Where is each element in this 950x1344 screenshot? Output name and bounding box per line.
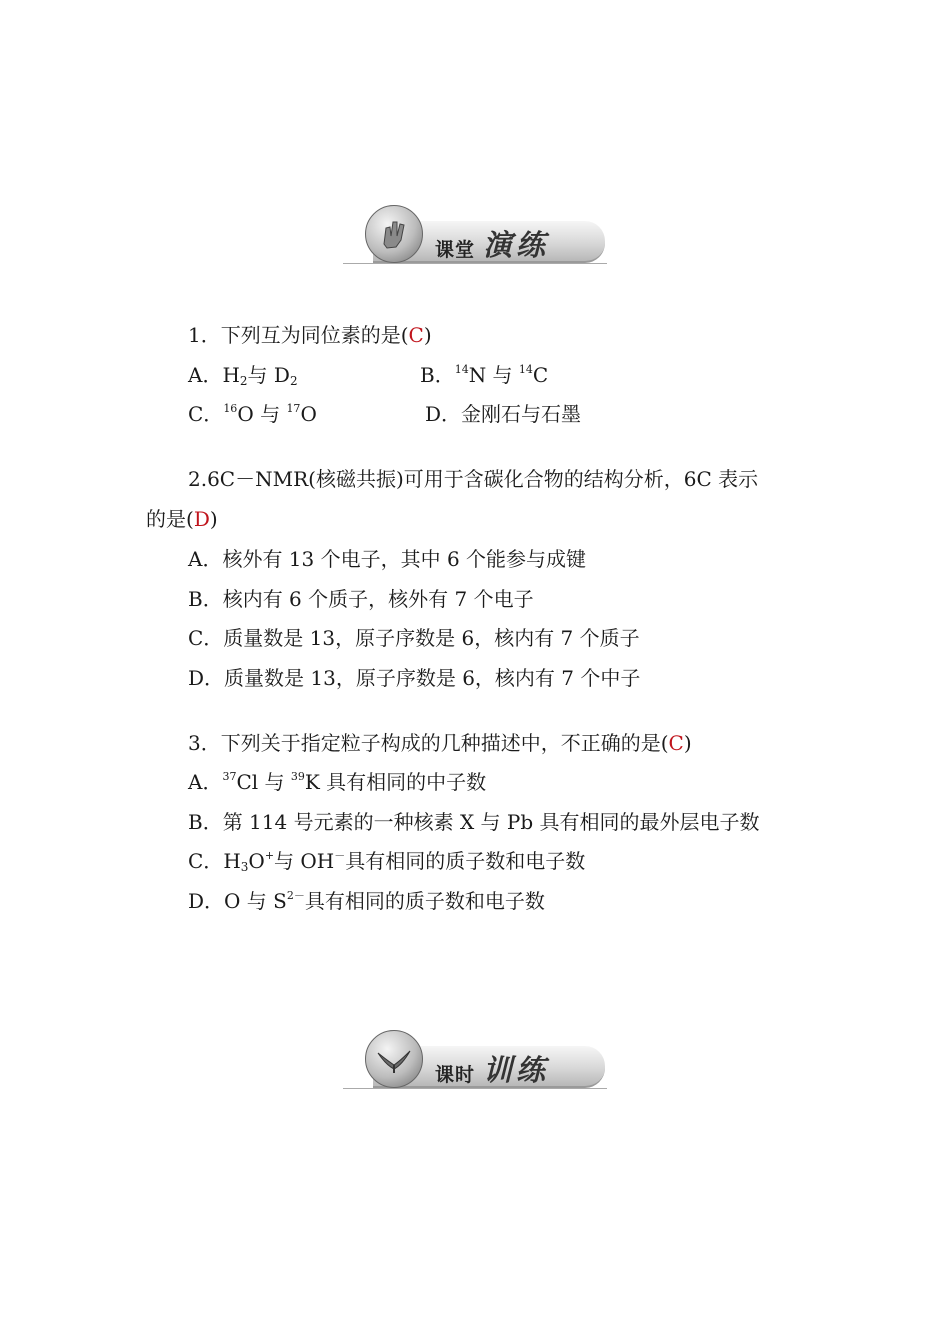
q1-stem: 1．下列互为同位素的是(C) xyxy=(188,323,432,347)
q3-option-b: B．第 114 号元素的一种核素 X 与 Pb 具有相同的最外层电子数 xyxy=(188,810,760,834)
q1-option-d: D．金刚石与石墨 xyxy=(425,402,582,426)
banner-small-text: 课时 xyxy=(435,1064,476,1086)
banner-big-text: 训练 xyxy=(483,1053,550,1087)
section-banner-training xyxy=(343,1030,607,1092)
banner-underline xyxy=(343,263,607,264)
hand-emblem-icon xyxy=(365,205,423,263)
q2-stem-line2: 的是(D) xyxy=(146,507,218,531)
q1-answer: C xyxy=(408,323,424,347)
q2-option-c: C．质量数是 13，原子序数是 6，核内有 7 个质子 xyxy=(188,626,640,650)
banner-small-text: 课堂 xyxy=(435,239,476,261)
q1-option-c: C．$^{16}$O 与 $^{17}$O xyxy=(188,402,317,426)
banner-big-text: 演练 xyxy=(483,228,550,262)
q3-option-d: D．O 与 $S^{2-}$具有相同的质子数和电子数 xyxy=(188,889,545,913)
q3-stem: 3．下列关于指定粒子构成的几种描述中，不正确的是(C) xyxy=(188,731,692,755)
q2-stem-line1: 2.6C－NMR(核磁共振)可用于含碳化合物的结构分析，6C 表示 xyxy=(188,467,759,491)
q1-option-b: B．$^{14}$N 与 $^{14}$C xyxy=(420,363,549,387)
q3-option-a: A．$^{37}$Cl 与 $^{39}$K 具有相同的中子数 xyxy=(188,770,487,794)
q2-answer: D xyxy=(193,507,210,531)
banner-underline xyxy=(343,1088,607,1089)
q3-option-c: C．$H_3O^+$与 OH－具有相同的质子数和电子数 xyxy=(188,849,586,874)
q2-option-d: D．质量数是 13，原子序数是 6，核内有 7 个中子 xyxy=(188,666,641,690)
q3-answer: C xyxy=(668,731,684,755)
q1-option-a: A．$H_2$与 $D_2$ xyxy=(188,363,298,388)
bird-emblem-icon xyxy=(365,1030,423,1088)
section-banner-classroom xyxy=(343,205,607,267)
q2-option-b: B．核内有 6 个质子，核外有 7 个电子 xyxy=(188,587,534,611)
q2-option-a: A．核外有 13 个电子，其中 6 个能参与成键 xyxy=(188,547,587,571)
